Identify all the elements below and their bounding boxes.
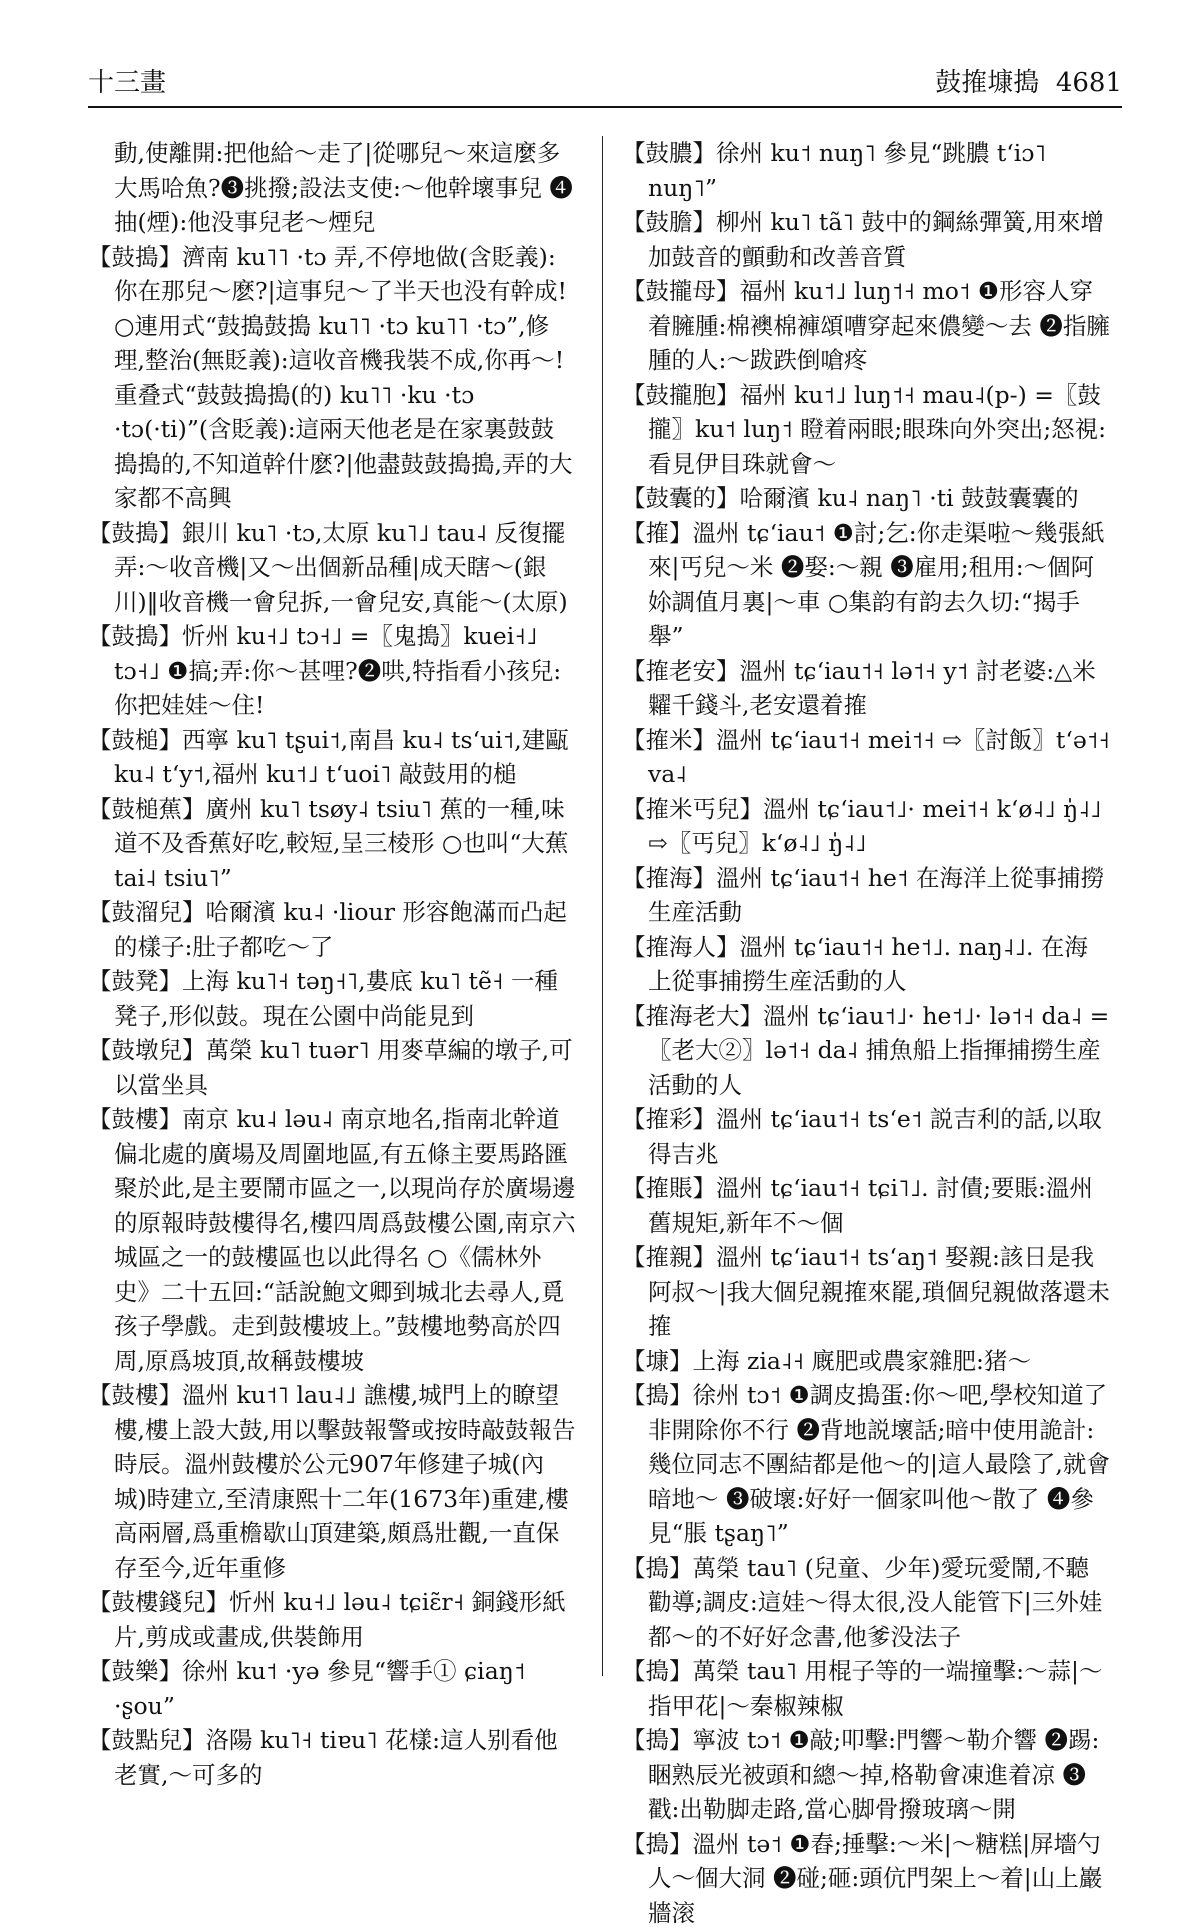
dictionary-entry: 【搗】萬榮 tau˥ (兒童、少年)愛玩愛鬧,不聽勸導;調皮:這娃～得太很,没人能管下|三外娃都～的不好好念書,他爹没法子 [622, 1551, 1110, 1655]
dictionary-entry: 【鼓槌】西寧 ku˥ tʂui˦,南昌 ku˨ tsʻui˦,建甌 ku˨ tʻy˦,福州 ku˦˩ tʻuoi˥ 敲鼓用的槌 [88, 723, 576, 792]
dictionary-entry: 【鼓囊的】哈爾濱 ku˨ naŋ˥ ·ti 鼓鼓囊囊的 [622, 481, 1110, 516]
dictionary-entry: 【搉海人】溫州 tɕʻiau˦˧ he˦˩. naŋ˨˩. 在海上從事捕撈生産活動的人 [622, 930, 1110, 999]
dictionary-entry: 【搗】萬榮 tau˥ 用棍子等的一端撞擊:～蒜|～指甲花|～秦椒辣椒 [622, 1654, 1110, 1723]
running-head [935, 62, 1122, 99]
dictionary-entry: 【鼓樓】南京 ku˨ ləu˨ 南京地名,指南北幹道偏北處的廣場及周圍地區,有五條主要馬路匯聚於此,是主要鬧市區之一,以現尚存於廣場邊的原報時鼓樓得名,樓四周爲鼓樓公園,南京六城區之一的鼓樓區也以此得名 ○《儒林外史》二十五回:“話說鮑文卿到城北去尋人,覓孩子學戲。走到鼓樓坡上。”鼓樓地勢高於四周,原爲坡頂,故稱鼓樓坡 [88, 1102, 576, 1378]
dictionary-entry: 【鼓點兒】洛陽 ku˥˧ tiɐu˥ 花樣:這人别看他老實,～可多的 [88, 1723, 576, 1792]
dictionary-entry: 【𡐓】上海 zia˨˧ 廐肥或農家雜肥:猪～ [622, 1344, 1110, 1379]
dictionary-entry: 【搉彩】溫州 tɕʻiau˦˧ tsʻe˦ 説吉利的話,以取得吉兆 [622, 1102, 1110, 1171]
dictionary-entry: 【鼓膿】徐州 ku˦ nuŋ˥ 參見“跳膿 tʻiɔ˥ nuŋ˥” [622, 136, 1110, 205]
dictionary-entry: 【搉】溫州 tɕʻiau˦ ❶討;乞:你走渠啦～幾張紙來|丐兒～米 ❷娶:～親 ❸雇用;租用:～個阿㚷調值月裏|～車 ○集韵有韵去久切:“揭手舉” [622, 516, 1110, 654]
dictionary-entry: 【搗】寧波 tɔ˦ ❶敲;叩擊:門響～勒介響 ❷踢:睏熟辰光被頭和總～掉,格勒會凍進着凉 ❸戳:出勒脚走路,當心脚骨撥玻璃～開 [622, 1723, 1110, 1827]
dictionary-entry: 【搗】徐州 tɔ˦ ❶調皮搗蛋:你～吧,學校知道了非開除你不行 ❷背地説壞話;暗中使用詭計:幾位同志不團結都是他～的|這人最陰了,就會暗地～ ❸破壞:好好一個家叫他～散了 ❹參見“脹 tʂaŋ˥” [622, 1378, 1110, 1551]
dictionary-entry: 【鼓膽】柳州 ku˥ tã˥ 鼓中的鋼絲彈簧,用來增加鼓音的顫動和改善音質 [622, 205, 1110, 274]
dictionary-entry: 【鼓槌蕉】廣州 ku˥ tsøy˨ tsiu˥ 蕉的一種,味道不及香蕉好吃,較短,呈三棱形 ○也叫“大蕉 tai˨ tsiu˥” [88, 792, 576, 896]
dictionary-entry: 【鼓溜兒】哈爾濱 ku˨ ·liour 形容飽滿而凸起的樣子:肚子都吃～了 [88, 895, 576, 964]
dictionary-entry: 【鼓樂】徐州 ku˦ ·yə 參見“響手① ɕiaŋ˦ ·ʂou” [88, 1654, 576, 1723]
dictionary-entry: 【鼓攏胞】福州 ku˦˩ luŋ˦˧ mau˨(p-) =〖鼓攏〗ku˦ luŋ˦ 瞪着兩眼;眼珠向外突出;怒視:看見伊目珠就會～ [622, 378, 1110, 482]
right-column [622, 136, 1110, 1930]
section-title: 十三畫 [88, 62, 166, 99]
dictionary-entry: 【鼓墩兒】萬榮 ku˥ tuər˥ 用麥草編的墩子,可以當坐具 [88, 1033, 576, 1102]
header-keywords: 鼓搉𡐓搗 [935, 68, 1039, 98]
dictionary-entry: 【搉老安】溫州 tɕʻiau˦˧ lə˦˧ y˦ 討老婆:△米糶千錢斗,老安還着搉 [622, 654, 1110, 723]
dictionary-entry: 【鼓樓錢兒】忻州 ku˧˩ ləu˨ tɕiɛ̃r˧ 銅錢形紙片,剪成或畫成,供裝飾用 [88, 1585, 576, 1654]
dictionary-entry: 【鼓搗】銀川 ku˥ ·tɔ,太原 ku˥˩ tau˨ 反復擺弄:～收音機|又～出個新品種|成天瞎～(銀川)‖收音機一會兒拆,一會兒安,真能～(太原) [88, 516, 576, 620]
dictionary-entry: 【鼓樓】溫州 ku˦˥ lau˨˩ 譙樓,城門上的瞭望樓,樓上設大鼓,用以擊鼓報警或按時敲鼓報告時辰。溫州鼓樓於公元907年修建子城(內城)時建立,至清康熙十二年(1673年)重建,樓高兩層,爲重檐歇山頂建築,頗爲壯觀,一直保存至今,近年重修 [88, 1378, 576, 1585]
dictionary-entry: 【搉米丐兒】溫州 tɕʻiau˦˩· mei˦˧ kʻø˨˩ ŋ̍˨˩ ⇨〖丐兒〗kʻø˨˩ ŋ̍˨˩ [622, 792, 1110, 861]
dictionary-entry: 【搉親】溫州 tɕʻiau˦˧ tsʻaŋ˦ 娶親:該日是我阿叔～|我大個兒親搉來罷,瑣個兒親做落還未搉 [622, 1240, 1110, 1344]
dictionary-entry: 【鼓攏母】福州 ku˦˩ luŋ˦˧ mo˦ ❶形容人穿着臃腫:棉襖棉褲頌嘈穿起來儂變～去 ❷指臃腫的人:～跋跌倒嗆疼 [622, 274, 1110, 378]
header-rule [88, 106, 1122, 108]
dictionary-entry: 【搉海】溫州 tɕʻiau˦˧ he˦ 在海洋上從事捕撈生産活動 [622, 861, 1110, 930]
dictionary-entry: 【搉賬】溫州 tɕʻiau˦˧ tɕi˥˩. 討債;要賬:溫州舊規矩,新年不～個 [622, 1171, 1110, 1240]
column-divider [602, 136, 603, 1676]
dictionary-entry: 【鼓搗】忻州 ku˧˩ tɔ˧˩ =〖鬼搗〗kuei˧˩ tɔ˧˩ ❶搞;弄:你～甚哩?❷哄,特指看小孩兒:你把娃娃～住! [88, 619, 576, 723]
left-column [88, 136, 576, 1792]
dictionary-entry: 動,使離開:把他給～走了|從哪兒～來這麼多大馬哈魚?❸挑撥;設法支使:～他幹壞事兒 ❹抽(煙):他没事兒老～煙兒 [88, 136, 576, 240]
page-number: 4681 [1056, 68, 1122, 98]
dictionary-entry: 【鼓凳】上海 ku˥˧ təŋ˧˥,婁底 ku˥ tẽ˧ 一種凳子,形似鼓。現在公園中尚能見到 [88, 964, 576, 1033]
page-header [88, 62, 1122, 106]
dictionary-entry: 【搉米】溫州 tɕʻiau˦˧ mei˦˧ ⇨〖討飯〗tʻə˦˧ va˨ [622, 723, 1110, 792]
dictionary-entry: 【搉海老大】溫州 tɕʻiau˦˩· he˦˩· lə˦˧ da˨ =〖老大②〗lə˦˧ da˨ 捕魚船上指揮捕撈生産活動的人 [622, 999, 1110, 1103]
dictionary-entry: 【搗】溫州 tə˦ ❶舂;捶擊:～米|～糖糕|屏墻勺人～個大洞 ❷碰;砸:頭伉門架上～着|山上巖牆滚 [622, 1827, 1110, 1930]
dictionary-entry: 【鼓搗】濟南 ku˥˥ ·tɔ 弄,不停地做(含貶義):你在那兒～麽?|這事兒～了半天也没有幹成!○連用式“鼓搗鼓搗 ku˥˥ ·tɔ ku˥˥ ·tɔ”,修理,整治(無貶義):這收音機我裝不成,你再～!重叠式“鼓鼓搗搗(的) ku˥˥ ·ku ·tɔ ·tɔ(·ti)”(含貶義):這兩天他老是在家裏鼓鼓搗搗的,不知道幹什麽?|他盡鼓鼓搗搗,弄的大家都不高興 [88, 240, 576, 516]
